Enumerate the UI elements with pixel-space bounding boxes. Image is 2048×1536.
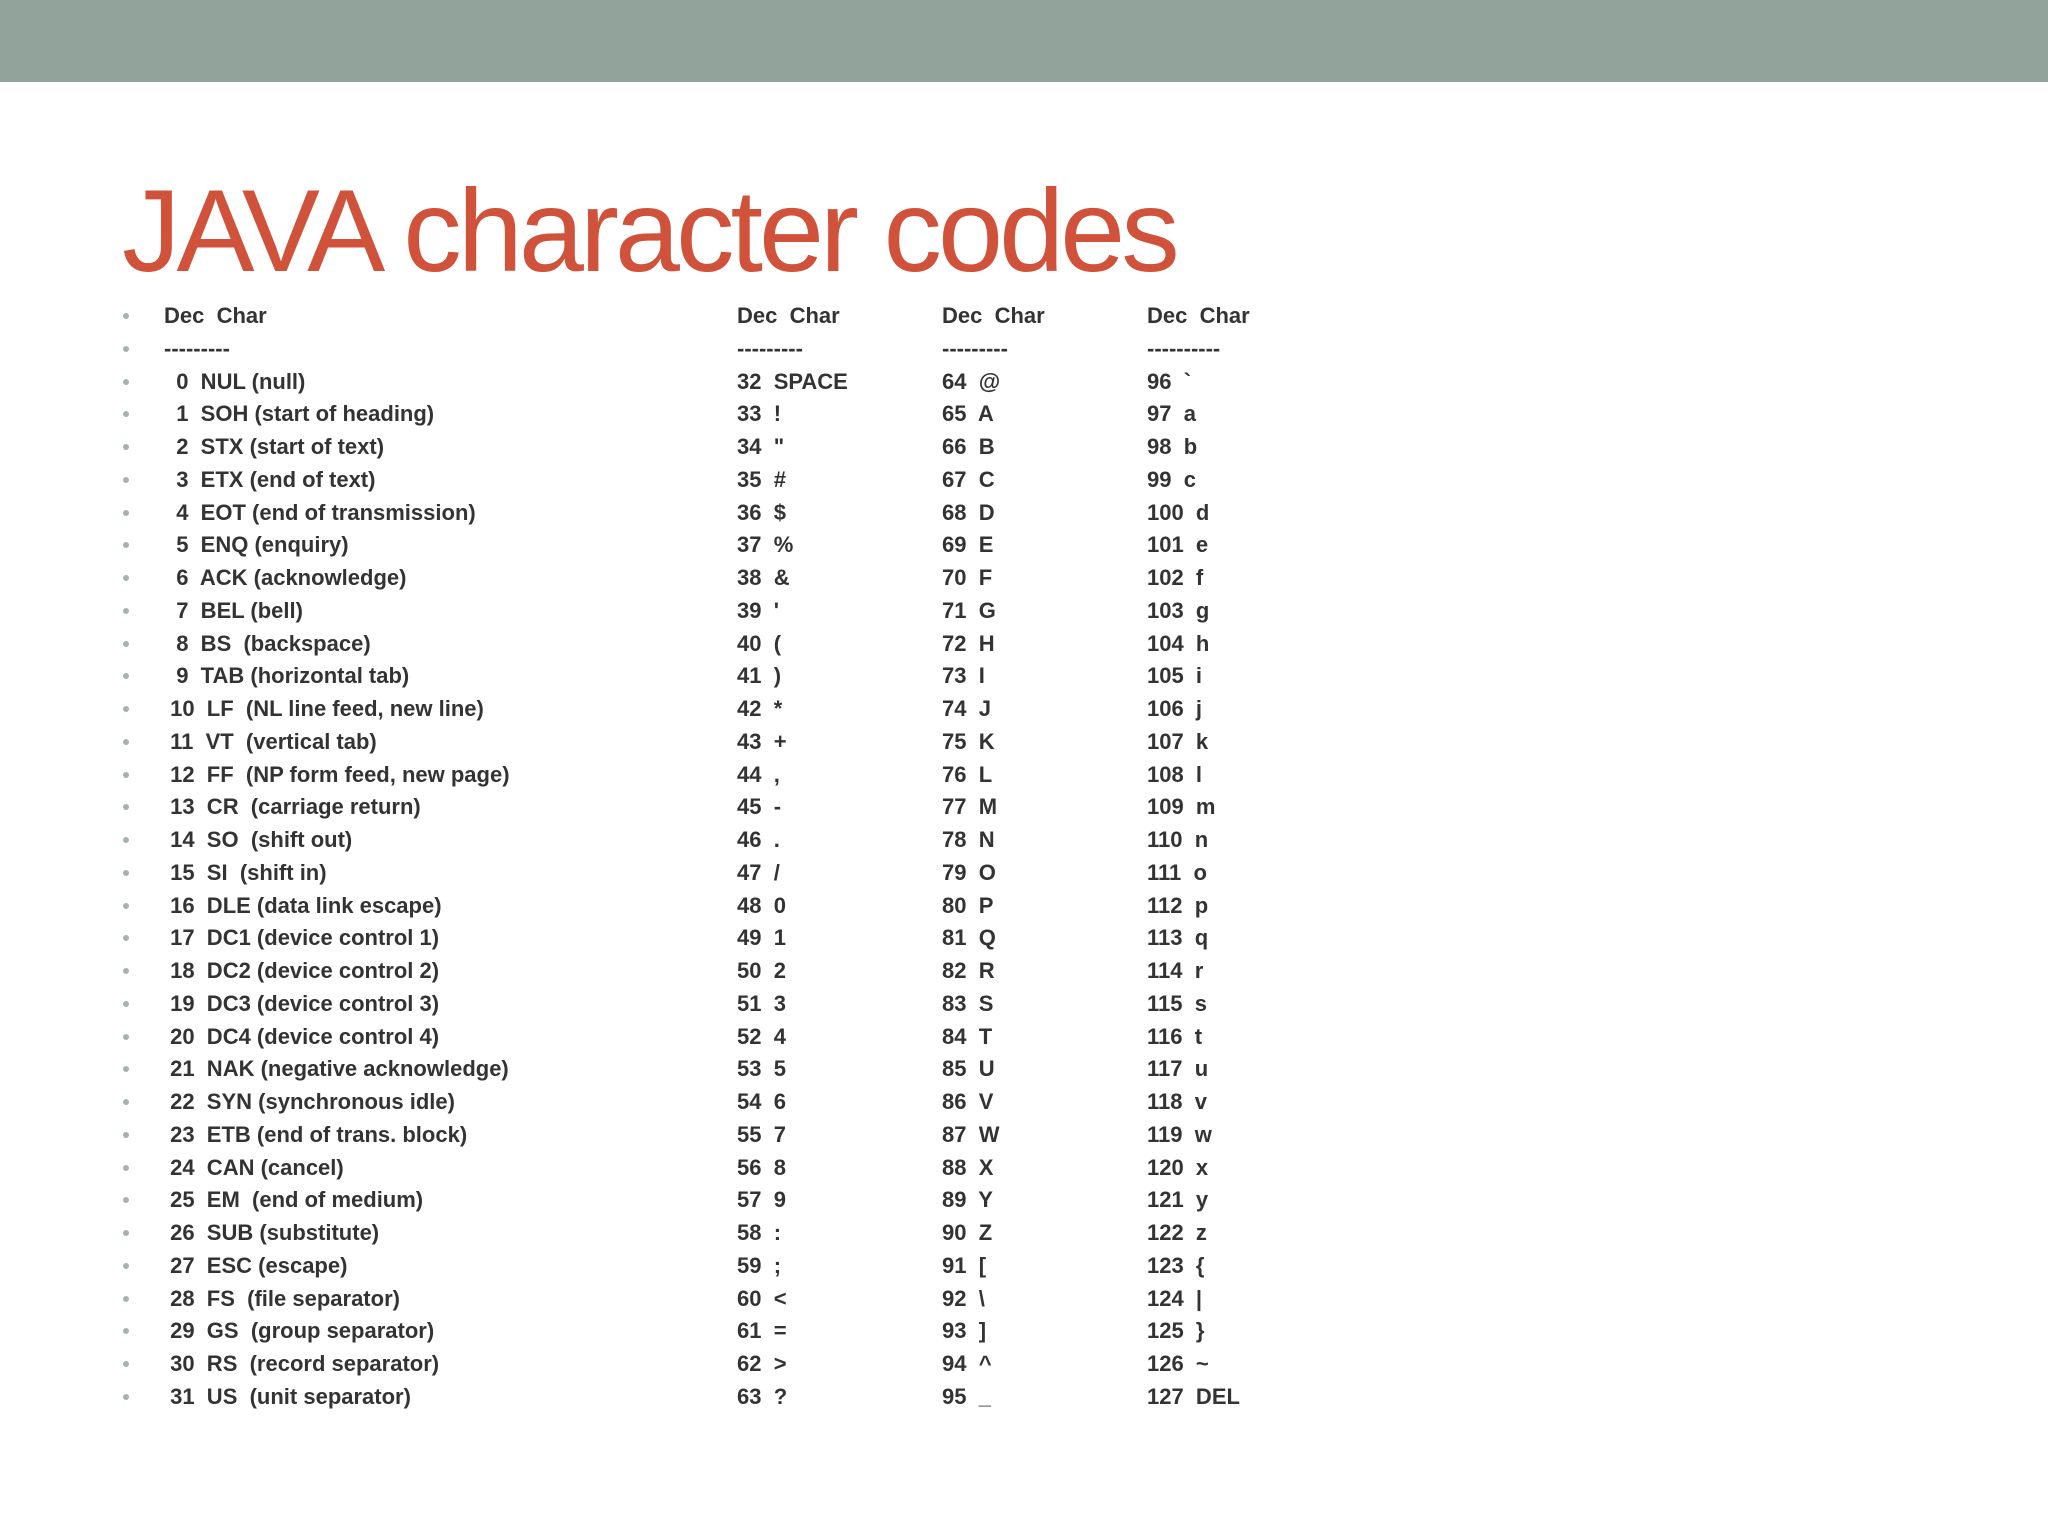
table-cell: 99 c bbox=[1147, 466, 1196, 492]
table-cell: 2 STX (start of text) bbox=[164, 434, 385, 459]
table-cell: --------- bbox=[164, 335, 230, 361]
table-cell: 37 % bbox=[737, 532, 794, 558]
table-row bbox=[0, 1053, 2048, 1086]
table-row bbox=[0, 529, 2048, 562]
table-row bbox=[0, 1217, 2048, 1250]
table-cell: 94 ^ bbox=[942, 1351, 992, 1376]
table-cell: 63 ? bbox=[737, 1383, 788, 1409]
table-cell: 36 $ bbox=[737, 499, 786, 525]
table-cell: 48 0 bbox=[737, 892, 786, 918]
bullet-icon bbox=[123, 706, 129, 712]
table-cell: 92 \ bbox=[942, 1285, 985, 1311]
table-row bbox=[0, 1021, 2048, 1054]
table-cell: 95 _ bbox=[942, 1383, 991, 1409]
bullet-icon bbox=[123, 1197, 129, 1203]
table-cell: 115 s bbox=[1147, 990, 1207, 1016]
table-cell: ---------- bbox=[1147, 335, 1221, 361]
table-row bbox=[0, 890, 2048, 923]
table-cell: 57 9 bbox=[737, 1187, 786, 1213]
table-cell: 107 k bbox=[1147, 728, 1209, 754]
table-cell: 90 Z bbox=[942, 1220, 993, 1245]
table-cell: 91 [ bbox=[942, 1252, 987, 1278]
table-cell: Dec Char bbox=[1147, 303, 1250, 328]
bullet-icon bbox=[123, 444, 129, 450]
bullet-icon bbox=[123, 1034, 129, 1040]
table-cell: 39 ' bbox=[737, 597, 779, 623]
table-cell: 113 q bbox=[1147, 925, 1209, 951]
table-row bbox=[0, 595, 2048, 628]
table-cell: 19 DC3 (device control 3) bbox=[164, 990, 440, 1016]
table-cell: 72 H bbox=[942, 630, 995, 656]
table-cell: 32 SPACE bbox=[737, 368, 848, 394]
table-cell: 47 / bbox=[737, 859, 780, 885]
table-cell: 52 4 bbox=[737, 1023, 786, 1049]
bullet-icon bbox=[123, 1001, 129, 1007]
table-cell: 0 NUL (null) bbox=[164, 368, 306, 394]
bullet-icon bbox=[123, 903, 129, 909]
bullet-icon bbox=[123, 837, 129, 843]
table-cell: 38 & bbox=[737, 565, 790, 590]
table-cell: 73 I bbox=[942, 663, 985, 689]
table-cell: 126 ~ bbox=[1147, 1351, 1209, 1376]
table-cell: --------- bbox=[942, 335, 1008, 361]
table-row bbox=[0, 693, 2048, 726]
table-cell: 12 FF (NP form feed, new page) bbox=[164, 761, 510, 787]
table-cell: 102 f bbox=[1147, 565, 1204, 590]
table-row bbox=[0, 726, 2048, 759]
character-code-table bbox=[0, 300, 2048, 1420]
bullet-icon bbox=[123, 1328, 129, 1334]
bullet-icon bbox=[123, 1296, 129, 1302]
table-row bbox=[0, 955, 2048, 988]
table-cell: 70 F bbox=[942, 565, 993, 590]
table-cell: 121 y bbox=[1147, 1187, 1209, 1213]
table-cell: 13 CR (carriage return) bbox=[164, 794, 421, 820]
table-cell: 88 X bbox=[942, 1154, 994, 1180]
table-cell: 22 SYN (synchronous idle) bbox=[164, 1089, 455, 1114]
table-row bbox=[0, 922, 2048, 955]
table-cell: 25 EM (end of medium) bbox=[164, 1187, 424, 1213]
table-cell: 1 SOH (start of heading) bbox=[164, 401, 435, 427]
table-cell: 49 1 bbox=[737, 925, 786, 951]
table-cell: 98 b bbox=[1147, 434, 1198, 459]
table-row bbox=[0, 1152, 2048, 1185]
table-row bbox=[0, 791, 2048, 824]
table-cell: 20 DC4 (device control 4) bbox=[164, 1023, 440, 1049]
table-cell: 53 5 bbox=[737, 1056, 786, 1082]
bullet-icon bbox=[123, 739, 129, 745]
bullet-icon bbox=[123, 1361, 129, 1367]
table-row bbox=[0, 759, 2048, 792]
table-cell: 65 A bbox=[942, 401, 994, 427]
table-cell: 43 + bbox=[737, 728, 787, 754]
table-cell: 114 r bbox=[1147, 958, 1204, 983]
table-row bbox=[0, 464, 2048, 497]
table-cell: 81 Q bbox=[942, 925, 996, 951]
table-cell: 10 LF (NL line feed, new line) bbox=[164, 696, 484, 721]
table-row bbox=[0, 660, 2048, 693]
table-cell: 122 z bbox=[1147, 1220, 1207, 1245]
table-cell: 101 e bbox=[1147, 532, 1209, 558]
table-cell: 4 EOT (end of transmission) bbox=[164, 499, 476, 525]
bullet-icon bbox=[123, 673, 129, 679]
table-cell: 5 ENQ (enquiry) bbox=[164, 532, 349, 558]
table-row bbox=[0, 988, 2048, 1021]
bullet-icon bbox=[123, 772, 129, 778]
table-cell: 17 DC1 (device control 1) bbox=[164, 925, 440, 951]
table-row bbox=[0, 1250, 2048, 1283]
table-cell: 16 DLE (data link escape) bbox=[164, 892, 442, 918]
bullet-icon bbox=[123, 870, 129, 876]
table-cell: 3 ETX (end of text) bbox=[164, 466, 376, 492]
bullet-icon bbox=[123, 510, 129, 516]
table-row bbox=[0, 1381, 2048, 1414]
table-cell: 108 l bbox=[1147, 761, 1203, 787]
table-cell: 59 ; bbox=[737, 1252, 782, 1278]
table-cell: 106 j bbox=[1147, 696, 1203, 721]
table-cell: 78 N bbox=[942, 827, 995, 852]
table-row bbox=[0, 562, 2048, 595]
table-cell: 21 NAK (negative acknowledge) bbox=[164, 1056, 509, 1082]
table-row bbox=[0, 857, 2048, 890]
table-cell: 58 : bbox=[737, 1220, 782, 1245]
table-cell: 76 L bbox=[942, 761, 993, 787]
table-cell: 82 R bbox=[942, 958, 995, 983]
table-cell: 87 W bbox=[942, 1121, 1000, 1147]
table-cell: 118 v bbox=[1147, 1089, 1207, 1114]
bullet-icon bbox=[123, 1263, 129, 1269]
table-cell: 117 u bbox=[1147, 1056, 1209, 1082]
table-cell: 6 ACK (acknowledge) bbox=[164, 565, 407, 590]
table-cell: 50 2 bbox=[737, 958, 786, 983]
table-cell: 42 * bbox=[737, 696, 783, 721]
bullet-icon bbox=[123, 804, 129, 810]
table-row bbox=[0, 398, 2048, 431]
table-cell: --------- bbox=[737, 335, 803, 361]
bullet-icon bbox=[123, 346, 129, 352]
table-cell: 30 RS (record separator) bbox=[164, 1351, 440, 1376]
table-cell: 51 3 bbox=[737, 990, 786, 1016]
bullet-icon bbox=[123, 1066, 129, 1072]
table-cell: 75 K bbox=[942, 728, 995, 754]
table-cell: 120 x bbox=[1147, 1154, 1209, 1180]
table-cell: Dec Char bbox=[737, 303, 840, 328]
table-row bbox=[0, 1184, 2048, 1217]
table-row bbox=[0, 824, 2048, 857]
bullet-icon bbox=[123, 575, 129, 581]
table-cell: 97 a bbox=[1147, 401, 1196, 427]
table-cell: 125 } bbox=[1147, 1318, 1205, 1344]
table-cell: 23 ETB (end of trans. block) bbox=[164, 1121, 468, 1147]
table-cell: 93 ] bbox=[942, 1318, 987, 1344]
table-cell: 83 S bbox=[942, 990, 994, 1016]
table-cell: 104 h bbox=[1147, 630, 1210, 656]
table-cell: 60 < bbox=[737, 1285, 787, 1311]
table-cell: 68 D bbox=[942, 499, 995, 525]
table-cell: Dec Char bbox=[164, 303, 267, 328]
table-cell: 24 CAN (cancel) bbox=[164, 1154, 344, 1180]
table-cell: 18 DC2 (device control 2) bbox=[164, 958, 440, 983]
table-cell: 100 d bbox=[1147, 499, 1210, 525]
table-row bbox=[0, 1119, 2048, 1152]
table-cell: 46 . bbox=[737, 827, 780, 852]
table-cell: 56 8 bbox=[737, 1154, 786, 1180]
slide-title: JAVA character codes bbox=[122, 165, 1176, 296]
table-row bbox=[0, 1283, 2048, 1316]
table-row bbox=[0, 431, 2048, 464]
table-cell: 74 J bbox=[942, 696, 991, 721]
table-divider-row bbox=[0, 333, 2048, 366]
table-row bbox=[0, 1315, 2048, 1348]
bullet-icon bbox=[123, 935, 129, 941]
table-cell: 105 i bbox=[1147, 663, 1203, 689]
table-cell: 8 BS (backspace) bbox=[164, 630, 371, 656]
table-cell: 109 m bbox=[1147, 794, 1216, 820]
table-cell: 62 > bbox=[737, 1351, 787, 1376]
table-cell: 27 ESC (escape) bbox=[164, 1252, 348, 1278]
bullet-icon bbox=[123, 968, 129, 974]
table-cell: 71 G bbox=[942, 597, 996, 623]
table-cell: 33 ! bbox=[737, 401, 782, 427]
table-cell: 64 @ bbox=[942, 368, 1001, 394]
table-cell: 11 VT (vertical tab) bbox=[164, 728, 377, 754]
table-row bbox=[0, 1348, 2048, 1381]
bullet-icon bbox=[123, 379, 129, 385]
table-cell: 77 M bbox=[942, 794, 998, 820]
table-cell: 40 ( bbox=[737, 630, 782, 656]
table-cell: 111 o bbox=[1147, 859, 1207, 885]
table-cell: 84 T bbox=[942, 1023, 993, 1049]
table-cell: 54 6 bbox=[737, 1089, 786, 1114]
bullet-icon bbox=[123, 1132, 129, 1138]
table-cell: 127 DEL bbox=[1147, 1383, 1240, 1409]
table-cell: 45 - bbox=[737, 794, 782, 820]
table-cell: 110 n bbox=[1147, 827, 1209, 852]
table-cell: 116 t bbox=[1147, 1023, 1203, 1049]
table-cell: 41 ) bbox=[737, 663, 782, 689]
bullet-icon bbox=[123, 542, 129, 548]
table-cell: 35 # bbox=[737, 466, 786, 492]
table-cell: 66 B bbox=[942, 434, 995, 459]
table-cell: 44 , bbox=[737, 761, 780, 787]
table-row bbox=[0, 366, 2048, 399]
table-cell: 69 E bbox=[942, 532, 994, 558]
table-row bbox=[0, 628, 2048, 661]
bullet-icon bbox=[123, 313, 129, 319]
table-header-row bbox=[0, 300, 2048, 333]
table-cell: 14 SO (shift out) bbox=[164, 827, 353, 852]
table-row bbox=[0, 1086, 2048, 1119]
bullet-icon bbox=[123, 1165, 129, 1171]
table-cell: 67 C bbox=[942, 466, 995, 492]
table-cell: 85 U bbox=[942, 1056, 995, 1082]
table-cell: 96 ` bbox=[1147, 368, 1192, 394]
bullet-icon bbox=[123, 641, 129, 647]
table-cell: 26 SUB (substitute) bbox=[164, 1220, 380, 1245]
table-cell: 31 US (unit separator) bbox=[164, 1383, 411, 1409]
table-cell: 86 V bbox=[942, 1089, 994, 1114]
table-row bbox=[0, 497, 2048, 530]
bullet-icon bbox=[123, 608, 129, 614]
table-cell: 89 Y bbox=[942, 1187, 993, 1213]
bullet-icon bbox=[123, 1099, 129, 1105]
table-cell: 28 FS (file separator) bbox=[164, 1285, 400, 1311]
bullet-icon bbox=[123, 1394, 129, 1400]
table-cell: 103 g bbox=[1147, 597, 1210, 623]
table-cell: 55 7 bbox=[737, 1121, 786, 1147]
table-cell: Dec Char bbox=[942, 303, 1045, 328]
table-cell: 119 w bbox=[1147, 1121, 1212, 1147]
table-cell: 7 BEL (bell) bbox=[164, 597, 303, 623]
table-cell: 61 = bbox=[737, 1318, 787, 1344]
table-cell: 15 SI (shift in) bbox=[164, 859, 327, 885]
table-cell: 9 TAB (horizontal tab) bbox=[164, 663, 410, 689]
table-cell: 79 O bbox=[942, 859, 996, 885]
table-cell: 80 P bbox=[942, 892, 994, 918]
bullet-icon bbox=[123, 411, 129, 417]
table-cell: 112 p bbox=[1147, 892, 1209, 918]
bullet-icon bbox=[123, 1230, 129, 1236]
top-accent-bar bbox=[0, 0, 2048, 82]
table-cell: 124 | bbox=[1147, 1285, 1203, 1311]
table-cell: 123 { bbox=[1147, 1252, 1205, 1278]
table-cell: 29 GS (group separator) bbox=[164, 1318, 435, 1344]
bullet-icon bbox=[123, 477, 129, 483]
table-cell: 34 " bbox=[737, 434, 785, 459]
